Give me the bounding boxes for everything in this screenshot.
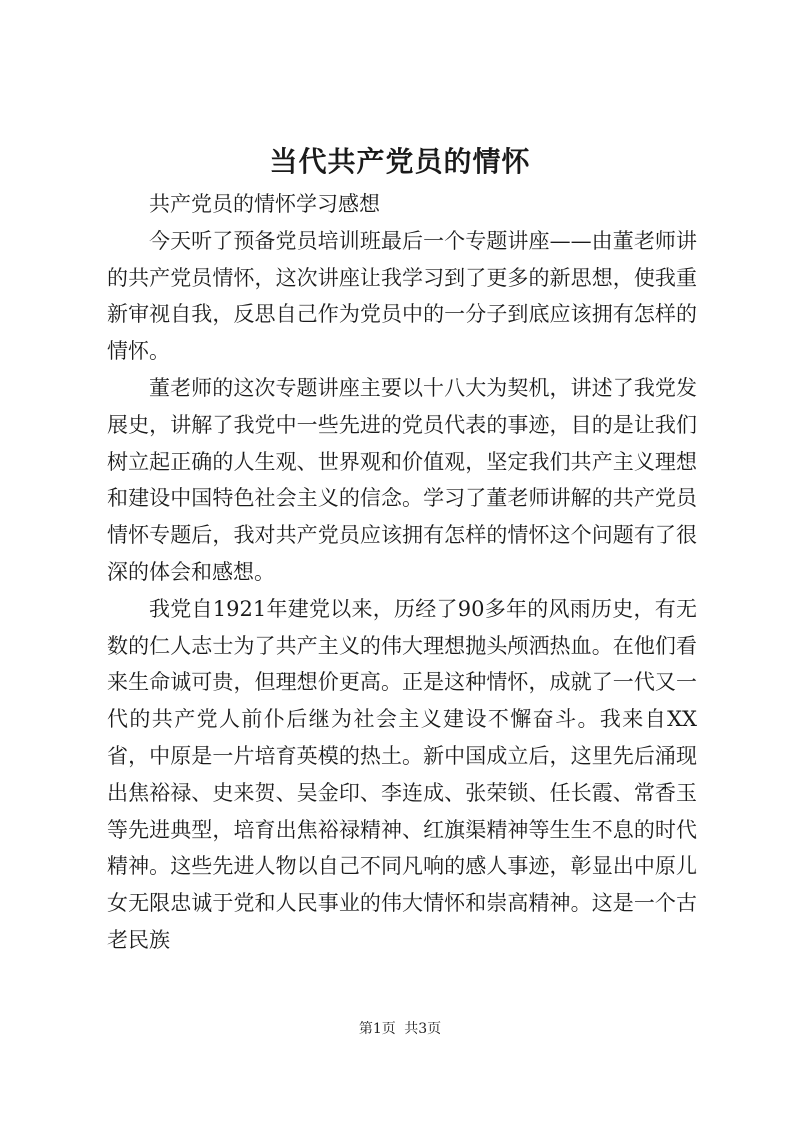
- page-total: 共3页: [404, 1021, 442, 1037]
- page-footer: [0, 1018, 800, 1038]
- document-subtitle: 共产党员的情怀学习感想: [149, 192, 380, 216]
- paragraph: 我党自1921年建党以来，历经了90多年的风雨历史，有无数的仁人志士为了共产主义的伟大理想抛头颅洒热血。在他们看来生命诚可贵，但理想价更高。正是这种情怀，成就了一代又一代的共产党人前仆后继为社会主义建设不懈奋斗。我来自XX省，中原是一片培育英模的热土。新中国成立后，这里先后涌现出焦裕禄、史来贺、吴金印、李连成、张荣锁、任长霞、常香玉等先进典型，培育出焦裕禄精神、红旗渠精神等生生不息的时代精神。这些先进人物以自己不同凡响的感人事迹，彰显出中原儿女无限忠诚于党和人民事业的伟大情怀和崇高精神。这是一个古老民族: [107, 596, 697, 952]
- paragraph: 今天听了预备党员培训班最后一个专题讲座——由董老师讲的共产党员情怀，这次讲座让我学习到了更多的新思想，使我重新审视自我，反思自己作为党员中的一分子到底应该拥有怎样的情怀。: [107, 228, 697, 364]
- page-number: 第1页: [358, 1021, 396, 1037]
- document-title: 当代共产党员的情怀: [269, 145, 531, 178]
- paragraph: 董老师的这次专题讲座主要以十八大为契机，讲述了我党发展史，讲解了我党中一些先进的党员代表的事迹，目的是让我们树立起正确的人生观、世界观和价值观，坚定我们共产主义理想和建设中国特色社会主义的信念。学习了董老师讲解的共产党员情怀专题后，我对共产党员应该拥有怎样的情怀这个问题有了很深的体会和感想。: [107, 375, 697, 584]
- document-body: [107, 186, 697, 959]
